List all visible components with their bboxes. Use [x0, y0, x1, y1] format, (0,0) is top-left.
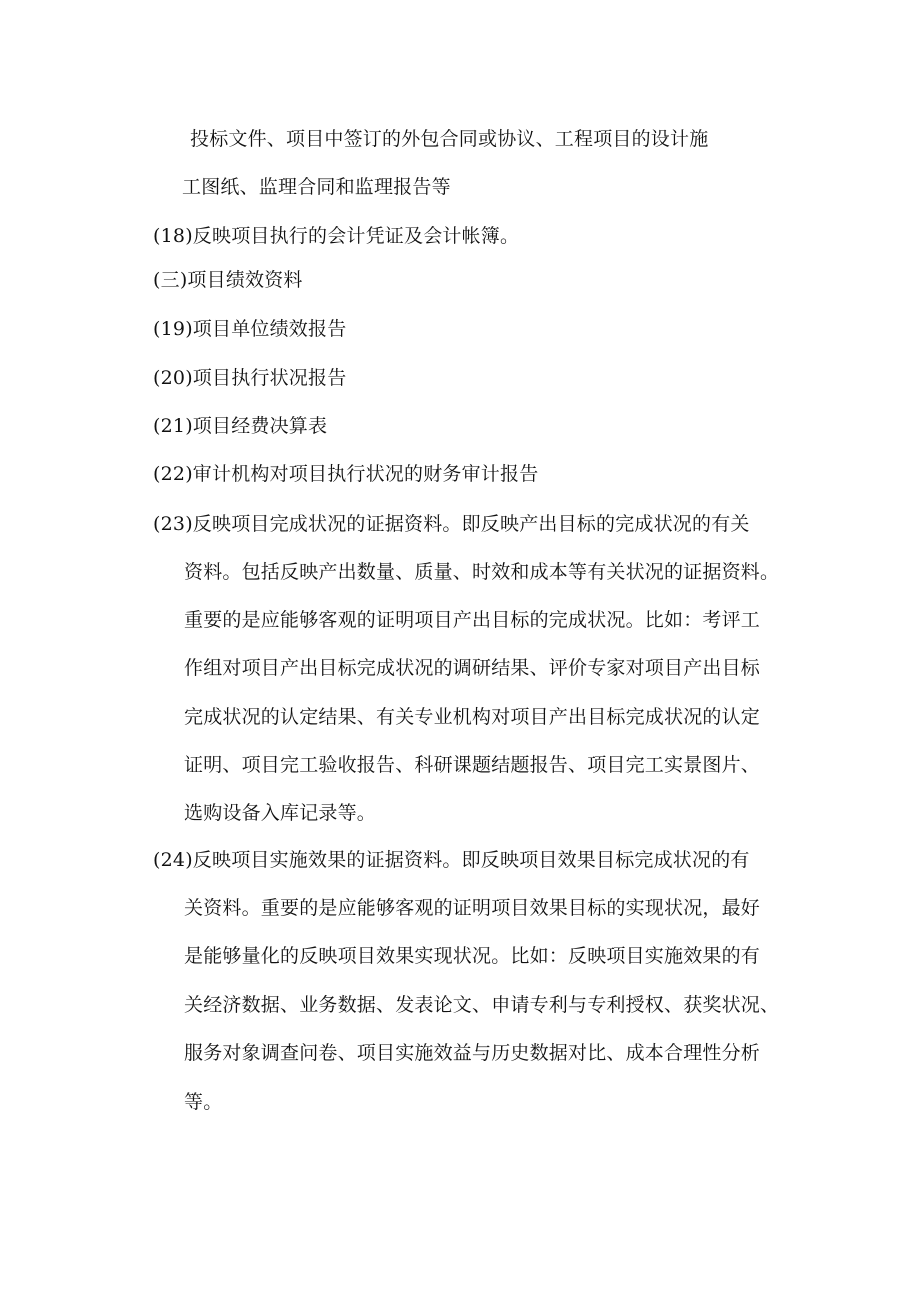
- list-item-24-line-1: (24)反映项目实施效果的证据资料。即反映项目效果目标完成状况的有: [153, 849, 750, 871]
- section-heading-3: (三)项目绩效资料: [153, 269, 303, 291]
- list-item-23-line-4: 作组对项目产出目标完成状况的调研结果、评价专家对项目产出目标: [184, 657, 761, 679]
- list-item-22: (22)审计机构对项目执行状况的财务审计报告: [153, 463, 539, 485]
- list-item-23-line-5: 完成状况的认定结果、有关专业机构对项目产出目标完成状况的认定: [184, 706, 761, 728]
- list-item-24-line-5: 服务对象调查问卷、项目实施效益与历史数据对比、成本合理性分析: [184, 1042, 761, 1064]
- list-item-23-line-1: (23)反映项目完成状况的证据资料。即反映产出目标的完成状况的有关: [153, 513, 750, 535]
- list-item-24-line-4: 关经济数据、业务数据、发表论文、申请专利与专利授权、获奖状况、: [184, 994, 780, 1016]
- intro-line-2: 工图纸、监理合同和监理报告等: [182, 176, 451, 198]
- list-item-18: (18)反映项目执行的会计凭证及会计帐簿。: [153, 225, 520, 247]
- list-item-23-line-6: 证明、项目完工验收报告、科研课题结题报告、项目完工实景图片、: [184, 754, 761, 776]
- list-item-20: (20)项目执行状况报告: [153, 367, 347, 389]
- list-item-21: (21)项目经费决算表: [153, 415, 328, 437]
- list-item-19: (19)项目单位绩效报告: [153, 318, 347, 340]
- list-item-23-line-2: 资料。包括反映产出数量、质量、时效和成本等有关状况的证据资料。: [184, 561, 780, 583]
- intro-line-1: 投标文件、项目中签订的外包合同或协议、工程项目的设计施: [190, 128, 709, 150]
- list-item-24-line-2: 关资料。重要的是应能够客观的证明项目效果目标的实现状况，最好: [184, 897, 761, 919]
- list-item-24-line-6: 等。: [184, 1091, 223, 1113]
- list-item-23-line-3: 重要的是应能够客观的证明项目产出目标的完成状况。比如：考评工: [184, 609, 761, 631]
- list-item-24-line-3: 是能够量化的反映项目效果实现状况。比如：反映项目实施效果的有: [184, 945, 761, 967]
- list-item-23-line-7: 选购设备入库记录等。: [184, 802, 377, 824]
